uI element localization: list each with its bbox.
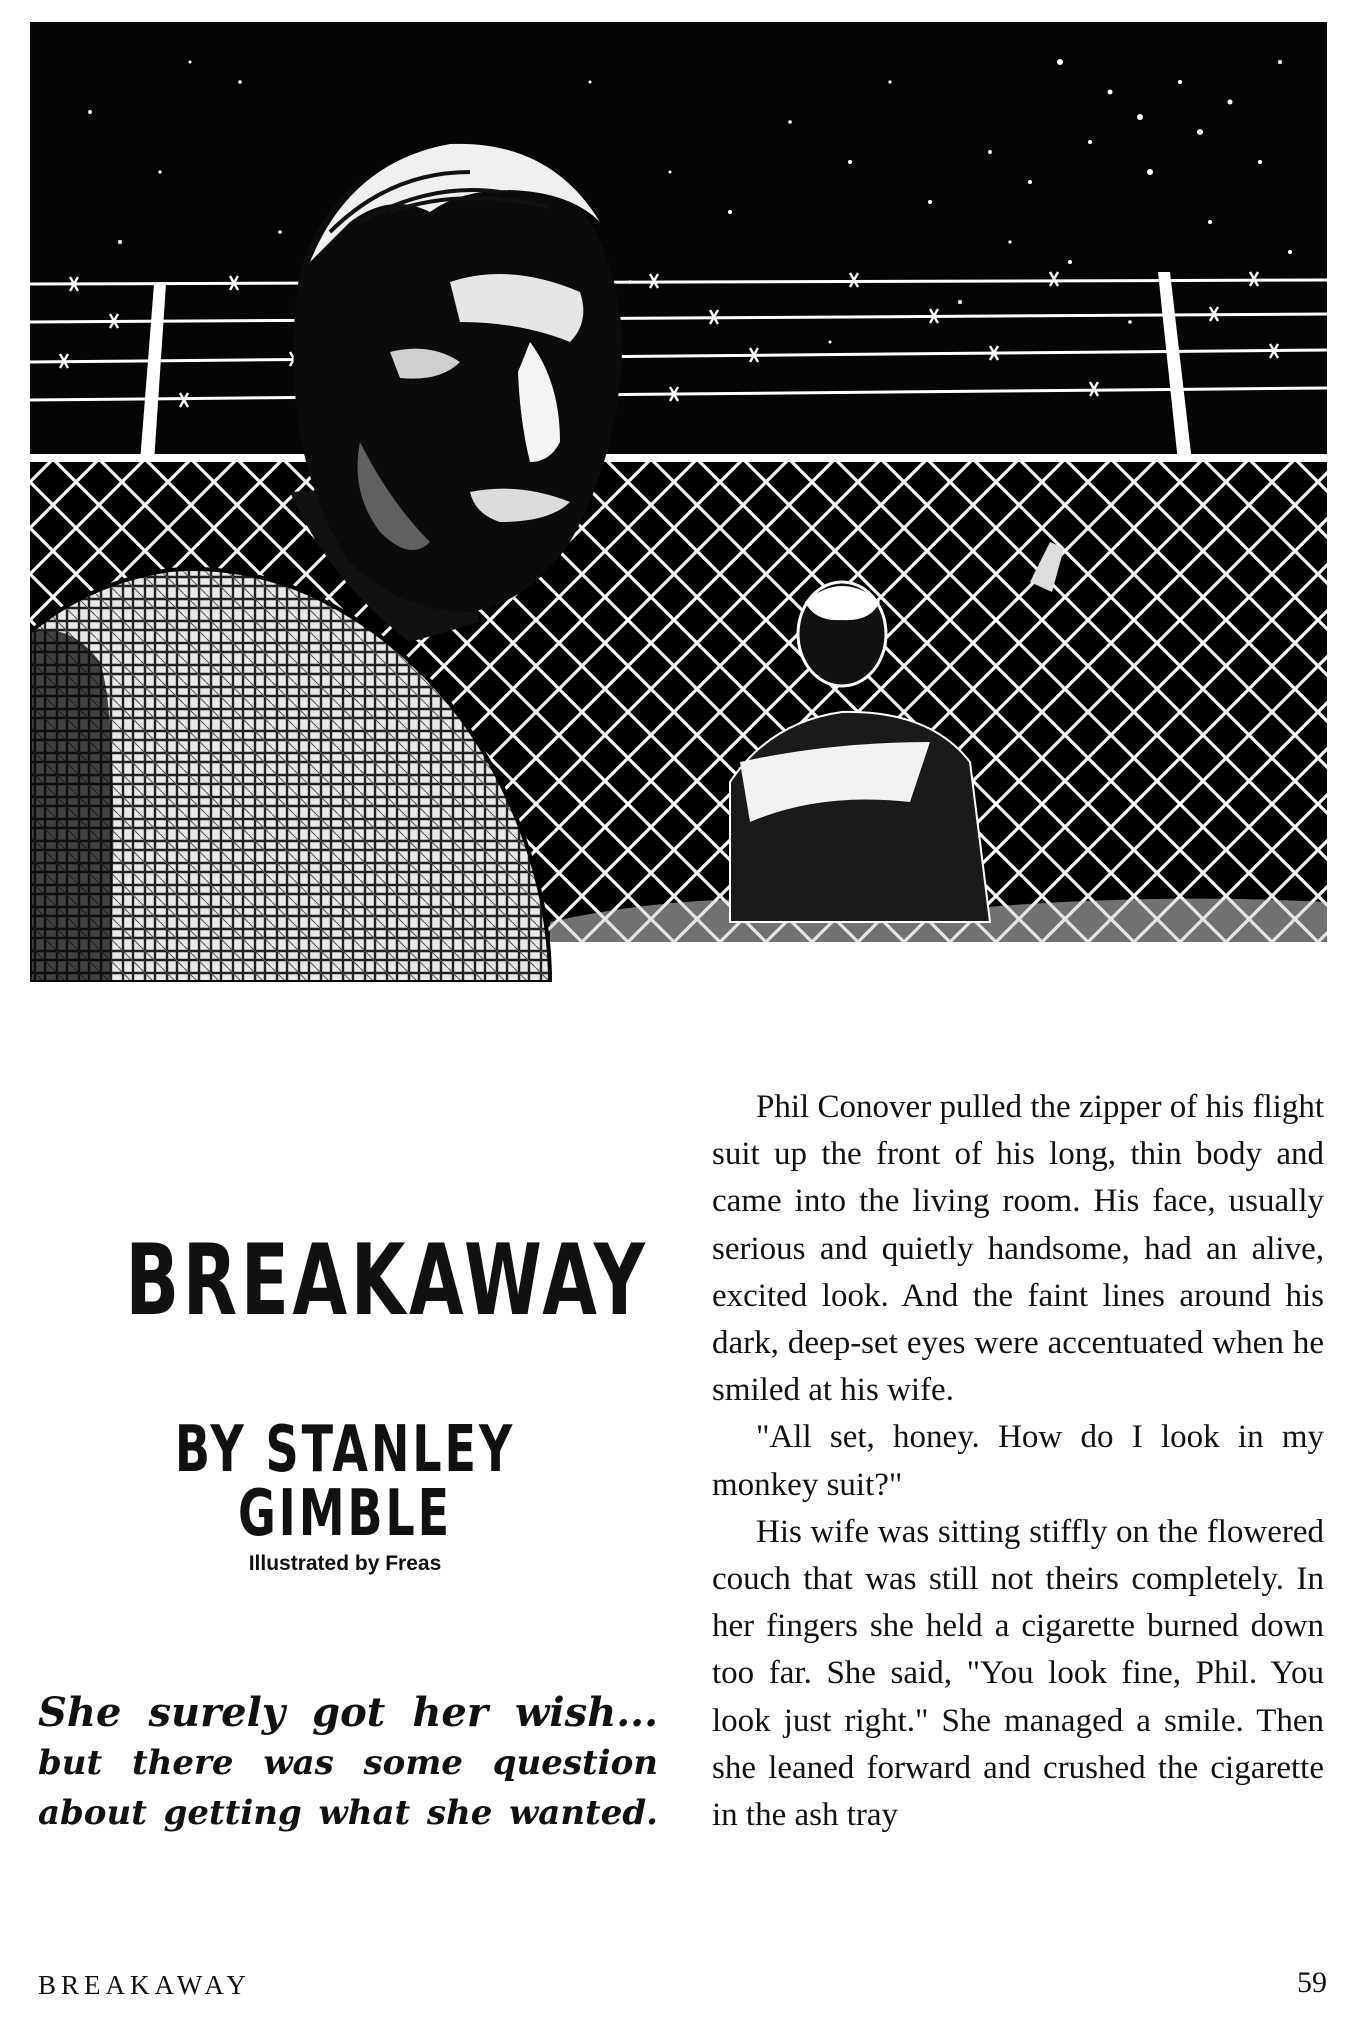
teaser-line-2: but there was some question about getting what she wanted. xyxy=(38,1743,658,1833)
body-paragraph: His wife was sitting stiffly on the flowered couch that was still not theirs completely. In her fingers she held a cigarette burned down too far. She said, "You look fine, Phil. You look just right." She managed a smile. Then she leaned forward and crushed the cigarette in the ash tray xyxy=(712,1513,1324,1834)
illustration-artwork xyxy=(30,22,1327,982)
page-number: 59 xyxy=(1297,1966,1327,1999)
body-paragraph: Phil Conover pulled the zipper of his flight suit up the front of his long, thin body and came into the living room. His face, usually serious and quietly handsome, had an alive, excited look. And the faint lines around his dark, deep-set eyes were accentuated when he smiled at his wife. xyxy=(712,1089,1324,1409)
body-paragraph: "All set, honey. How do I look in my monkey suit?" xyxy=(712,1419,1324,1503)
story-illustration xyxy=(30,22,1327,982)
illustrator-credit: Illustrated by Freas xyxy=(248,1552,442,1575)
running-head: BREAKAWAY xyxy=(38,1970,251,2000)
article-teaser xyxy=(38,1688,658,1838)
teaser-line-1: She surely got her wish... xyxy=(38,1689,658,1736)
article-byline: BY STANLEY GIMBLE xyxy=(174,1413,516,1551)
article-title: BREAKAWAY xyxy=(125,1224,649,1338)
article-body xyxy=(712,1084,1324,1839)
